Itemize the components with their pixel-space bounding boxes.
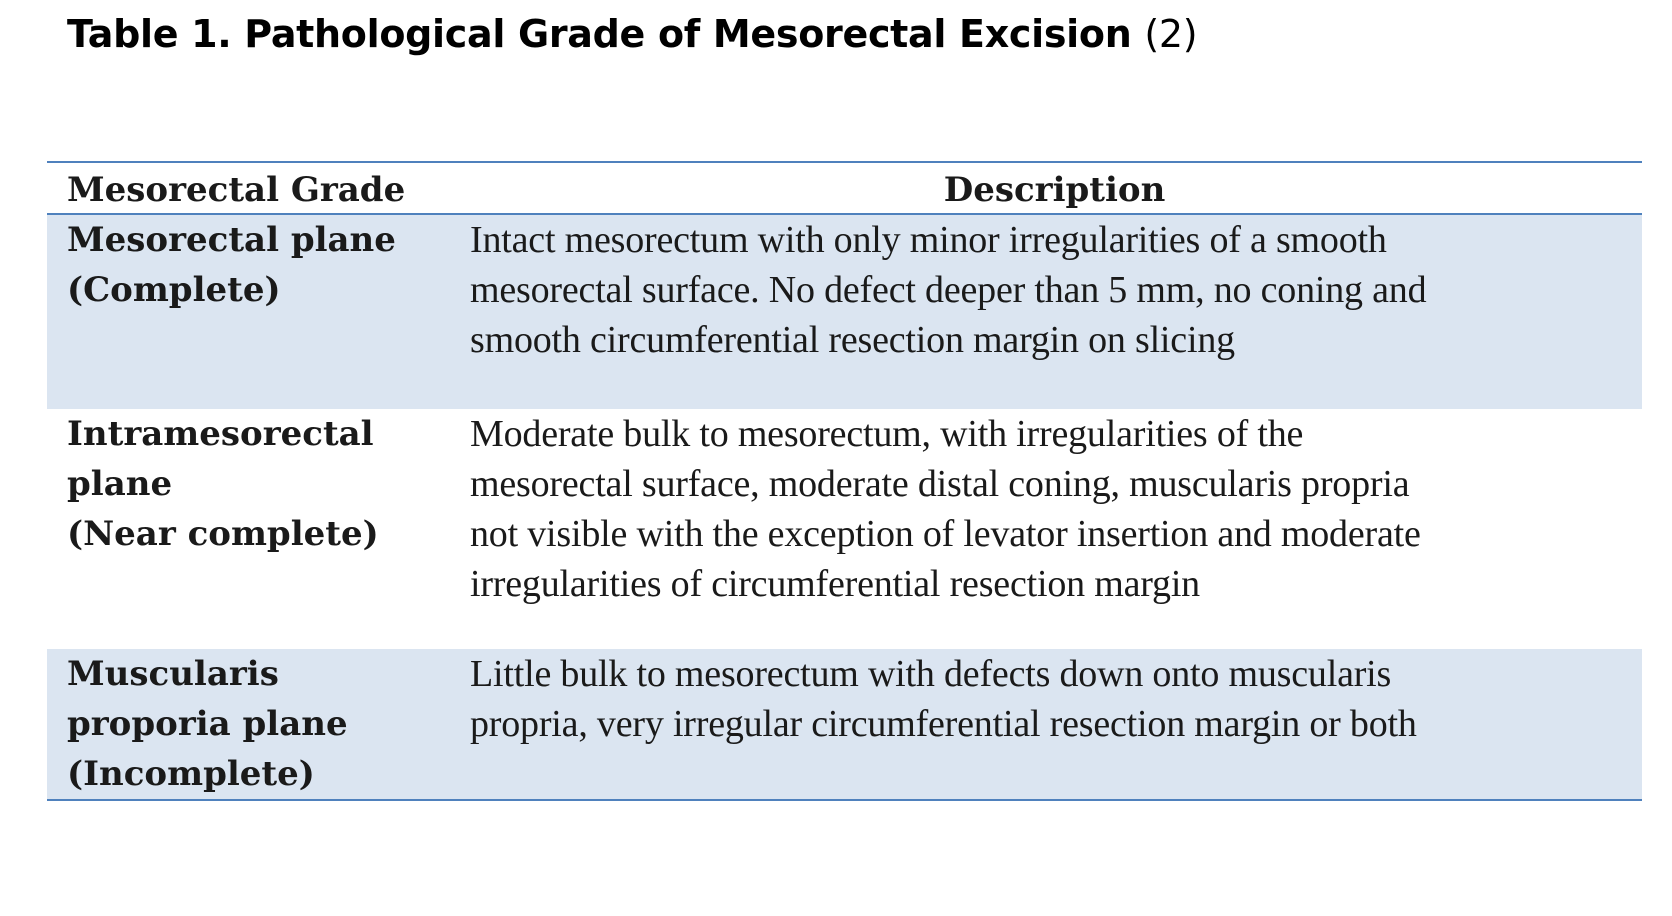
grade-text-line: Mesorectal plane	[67, 220, 396, 260]
description-text-line: irregularities of circumferential resection margin	[470, 563, 1200, 605]
mesorectal-grade-table	[47, 161, 1642, 801]
description-text-line: propria, very irregular circumferential resection margin or both	[470, 703, 1417, 745]
table-caption-text: Table 1. Pathological Grade of Mesorectal Excision	[67, 12, 1132, 56]
grade-text-line: (Incomplete)	[67, 754, 315, 794]
description-cell	[467, 214, 1642, 409]
grade-text-line: (Complete)	[67, 270, 281, 310]
description-cell	[467, 649, 1642, 800]
grade-text-line: proporia plane	[67, 704, 348, 744]
table-header-row	[47, 162, 1642, 214]
grade-text-line: Intramesorectal	[67, 414, 374, 454]
description-text-line: mesorectal surface. No defect deeper than 5 mm, no coning and	[470, 269, 1427, 311]
table-caption	[67, 12, 1197, 56]
description-text-line: not visible with the exception of levator insertion and moderate	[470, 513, 1421, 555]
description-text-line: smooth circumferential resection margin on slicing	[470, 319, 1235, 361]
description-text-line: Intact mesorectum with only minor irregularities of a smooth	[470, 219, 1387, 261]
table-caption-reference: (2)	[1144, 12, 1198, 56]
column-header-grade: Mesorectal Grade	[47, 162, 467, 214]
grade-cell	[47, 409, 467, 649]
grade-text-line: plane	[67, 464, 173, 504]
grade-cell	[47, 214, 467, 409]
grade-text-line: Muscularis	[67, 654, 279, 694]
description-text-line: Moderate bulk to mesorectum, with irregularities of the	[470, 413, 1304, 455]
description-text-line: mesorectal surface, moderate distal coning, muscularis propria	[470, 463, 1410, 505]
description-text-line: Little bulk to mesorectum with defects down onto muscularis	[470, 653, 1392, 695]
table-row	[47, 409, 1642, 649]
grade-cell	[47, 649, 467, 800]
grade-text-line: (Near complete)	[67, 514, 379, 554]
column-header-description: Description	[467, 162, 1642, 214]
table-row	[47, 214, 1642, 409]
description-cell	[467, 409, 1642, 649]
table-row	[47, 649, 1642, 800]
